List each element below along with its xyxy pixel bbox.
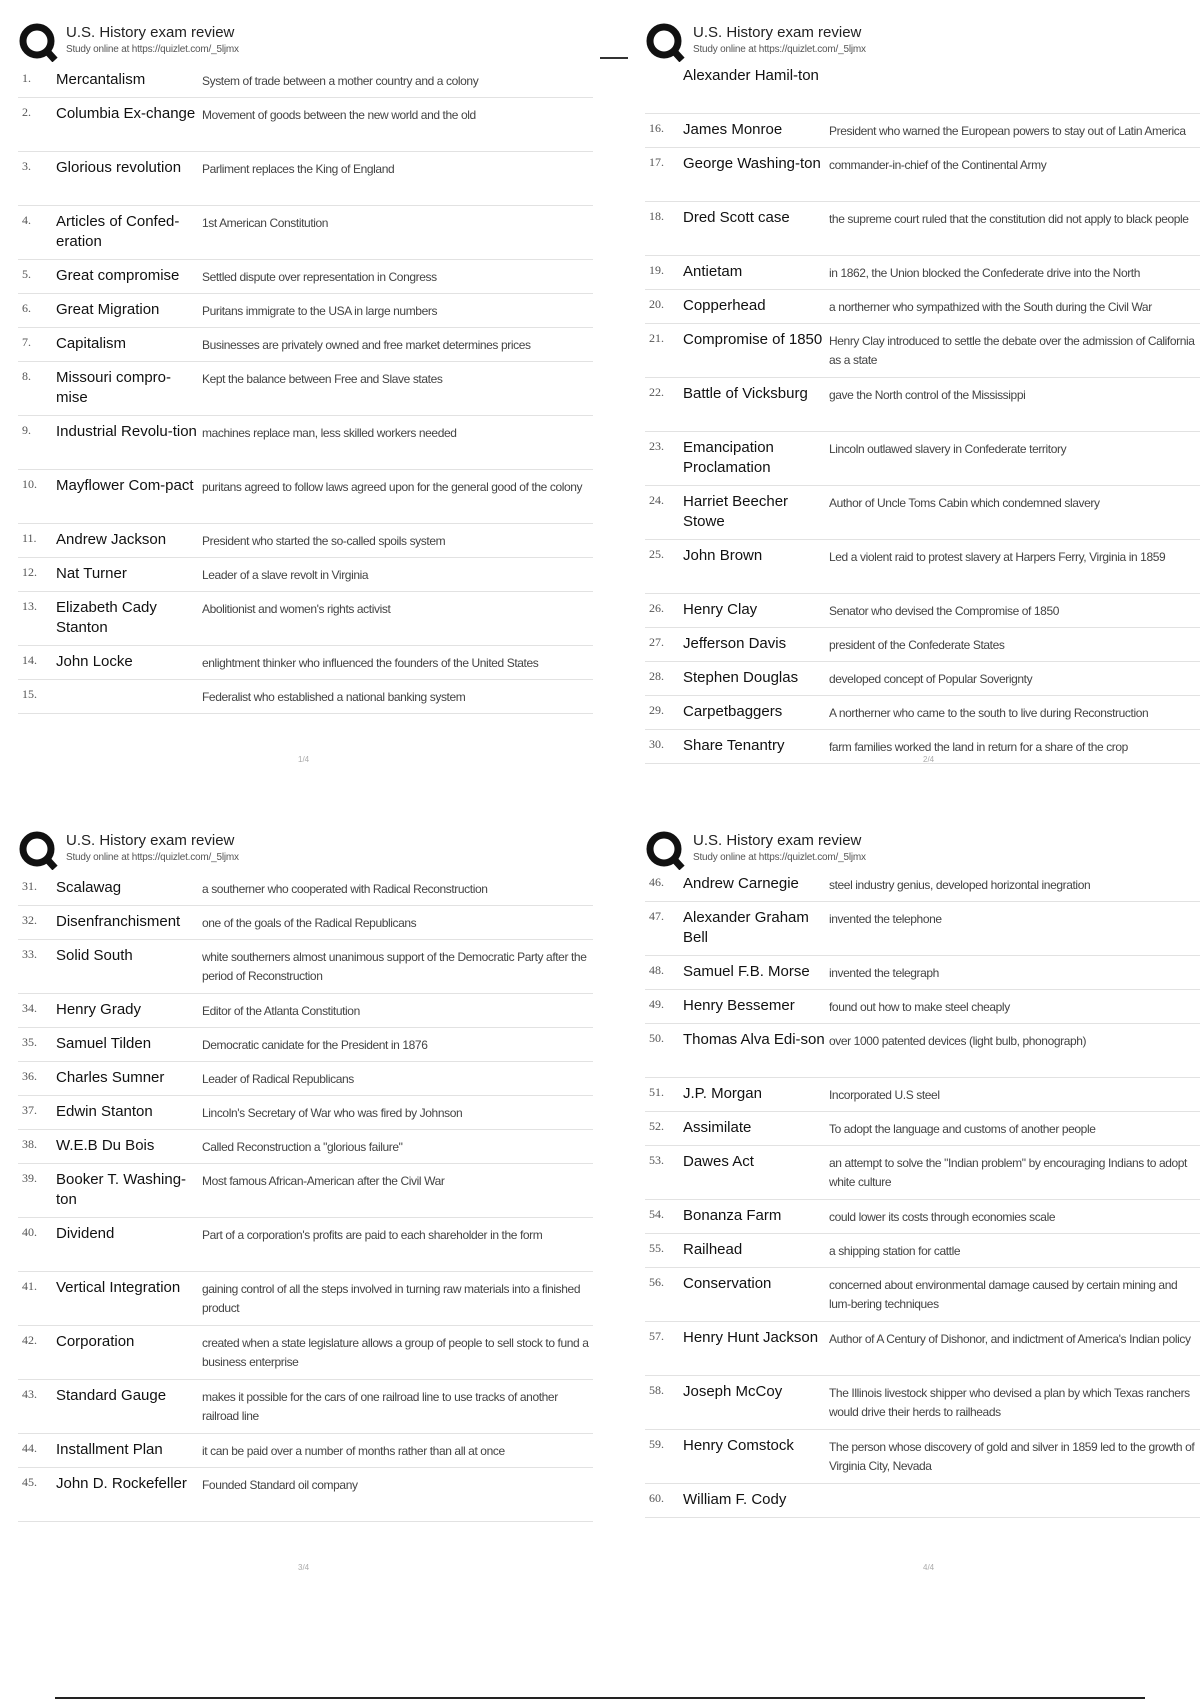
card-definition: Called Reconstruction a "glorious failure" <box>202 1140 403 1154</box>
card-term: Henry Grady <box>56 1001 142 1018</box>
card-term: Vertical Integration <box>56 1279 181 1296</box>
card-number: 29. <box>649 703 664 717</box>
card-definition: the supreme court ruled that the constitution did not apply to black people <box>829 212 1189 226</box>
card-definition: Democratic canidate for the President in 1876 <box>202 1038 428 1052</box>
page-header <box>645 20 1200 64</box>
page-title: U.S. History exam review <box>693 24 862 41</box>
card-definition: Kept the balance between Free and Slave states <box>202 372 443 386</box>
card-term: Disenfranchisment <box>56 913 181 930</box>
card-number: 41. <box>22 1279 37 1293</box>
flashcard-row <box>645 60 1200 114</box>
card-definition: puritans agreed to follow laws agreed upon for the general good of the colony <box>202 480 583 494</box>
card-number: 17. <box>649 155 664 169</box>
card-number: 54. <box>649 1207 664 1221</box>
quizlet-logo-icon <box>645 22 685 62</box>
page-header <box>645 828 1200 872</box>
flashcard-row <box>18 1130 593 1164</box>
card-number: 50. <box>649 1031 664 1045</box>
card-number: 40. <box>22 1225 37 1239</box>
card-definition: Henry Clay introduced to settle the debate over the admission of California as a state <box>829 334 1195 367</box>
card-number: 34. <box>22 1001 37 1015</box>
card-term: Great Migration <box>56 301 160 318</box>
card-number: 51. <box>649 1085 664 1099</box>
card-term: Dred Scott case <box>683 209 790 226</box>
card-number: 5. <box>22 267 31 281</box>
card-term: Scalawag <box>56 879 122 896</box>
card-definition: enlightment thinker who influenced the founders of the United States <box>202 656 539 670</box>
bottom-rule <box>55 1697 1145 1699</box>
card-term: Samuel Tilden <box>56 1035 152 1052</box>
flashcard-row <box>645 662 1200 696</box>
flashcard-row <box>645 1484 1200 1518</box>
document-page-4 <box>645 828 1200 1608</box>
card-definition: Movement of goods between the new world and the old <box>202 108 476 122</box>
flashcard-list <box>645 60 1200 764</box>
card-term: Assimilate <box>683 1119 752 1136</box>
flashcard-row <box>18 64 593 98</box>
quizlet-logo-icon <box>18 22 58 62</box>
card-definition: Abolitionist and women's rights activist <box>202 602 391 616</box>
flashcard-list <box>645 868 1200 1518</box>
card-number: 46. <box>649 875 664 889</box>
card-number: 14. <box>22 653 37 667</box>
card-number: 53. <box>649 1153 664 1167</box>
flashcard-row <box>18 1380 593 1434</box>
card-number: 24. <box>649 493 664 507</box>
card-term: J.P. Morgan <box>683 1085 762 1102</box>
card-number: 43. <box>22 1387 37 1401</box>
card-number: 55. <box>649 1241 664 1255</box>
card-definition: To adopt the language and customs of another people <box>829 1122 1096 1136</box>
flashcard-row <box>18 940 593 994</box>
flashcard-row <box>645 1112 1200 1146</box>
document-page-2 <box>645 20 1200 780</box>
card-term: Industrial Revolu-tion <box>56 423 197 440</box>
card-number: 6. <box>22 301 31 315</box>
card-term: W.E.B Du Bois <box>56 1137 155 1154</box>
card-definition: Puritans immigrate to the USA in large numbers <box>202 304 438 318</box>
card-number: 31. <box>22 879 37 893</box>
card-term: Booker T. Washing-ton <box>56 1171 187 1208</box>
card-number: 3. <box>22 159 31 173</box>
card-term: Antietam <box>683 263 743 280</box>
card-term: John D. Rockefeller <box>56 1475 187 1492</box>
separator-dash <box>600 57 628 59</box>
card-number: 4. <box>22 213 31 227</box>
flashcard-row <box>18 1164 593 1218</box>
card-term: Charles Sumner <box>56 1069 165 1086</box>
card-number: 36. <box>22 1069 37 1083</box>
card-term: Great compromise <box>56 267 180 284</box>
card-definition: Founded Standard oil company <box>202 1478 358 1492</box>
card-definition: Author of A Century of Dishonor, and indictment of America's Indian policy <box>829 1332 1191 1346</box>
flashcard-row <box>645 1024 1200 1078</box>
card-number: 45. <box>22 1475 37 1489</box>
card-number: 37. <box>22 1103 37 1117</box>
card-number: 44. <box>22 1441 37 1455</box>
card-term: Nat Turner <box>56 565 127 582</box>
flashcard-row <box>645 1268 1200 1322</box>
card-definition: commander-in-chief of the Continental Army <box>829 158 1047 172</box>
study-link[interactable]: Study online at https://quizlet.com/_5ljmx <box>66 44 239 55</box>
card-definition: Most famous African-American after the Civil War <box>202 1174 445 1188</box>
card-definition: Editor of the Atlanta Constitution <box>202 1004 360 1018</box>
card-number: 28. <box>649 669 664 683</box>
flashcard-row <box>18 1468 593 1522</box>
flashcard-row <box>18 592 593 646</box>
flashcard-row <box>18 470 593 524</box>
card-number: 11. <box>22 531 37 545</box>
document-page-1 <box>18 20 593 780</box>
card-term: Henry Bessemer <box>683 997 795 1014</box>
flashcard-row <box>645 1376 1200 1430</box>
card-definition: Settled dispute over representation in Congress <box>202 270 437 284</box>
card-definition: in 1862, the Union blocked the Confederate drive into the North <box>829 266 1141 280</box>
card-term: Missouri compro-mise <box>56 369 172 406</box>
card-definition: one of the goals of the Radical Republicans <box>202 916 417 930</box>
page-header <box>18 20 593 64</box>
card-number: 13. <box>22 599 37 613</box>
flashcard-row <box>645 1234 1200 1268</box>
card-number: 16. <box>649 121 664 135</box>
card-term: Columbia Ex-change <box>56 105 196 122</box>
flashcard-row <box>645 378 1200 432</box>
card-term: Edwin Stanton <box>56 1103 153 1120</box>
page-number: 4/4 <box>923 1563 935 1572</box>
flashcard-row <box>645 902 1200 956</box>
card-term: Henry Hunt Jackson <box>683 1329 819 1346</box>
card-number: 10. <box>22 477 37 491</box>
card-definition: a shipping station for cattle <box>829 1244 961 1258</box>
card-number: 38. <box>22 1137 37 1151</box>
card-definition: Part of a corporation's profits are paid to each shareholder in the form <box>202 1228 543 1242</box>
flashcard-row <box>18 206 593 260</box>
card-number: 48. <box>649 963 664 977</box>
card-term: Conservation <box>683 1275 772 1292</box>
flashcard-row <box>18 1062 593 1096</box>
card-number: 12. <box>22 565 37 579</box>
card-definition: 1st American Constitution <box>202 216 329 230</box>
card-number: 56. <box>649 1275 664 1289</box>
card-term: Henry Comstock <box>683 1437 794 1454</box>
flashcard-row <box>18 994 593 1028</box>
page-title: U.S. History exam review <box>66 832 235 849</box>
flashcard-row <box>18 1096 593 1130</box>
flashcard-row <box>18 98 593 152</box>
card-term: Carpetbaggers <box>683 703 783 720</box>
flashcard-row <box>645 1200 1200 1234</box>
flashcard-list <box>18 64 593 714</box>
card-definition: System of trade between a mother country and a colony <box>202 74 479 88</box>
card-number: 22. <box>649 385 664 399</box>
card-definition: Led a violent raid to protest slavery at Harpers Ferry, Virginia in 1859 <box>829 550 1166 564</box>
card-definition: Lincoln's Secretary of War who was fired by Johnson <box>202 1106 463 1120</box>
card-term: Dawes Act <box>683 1153 754 1170</box>
card-number: 58. <box>649 1383 664 1397</box>
card-number: 8. <box>22 369 31 383</box>
card-number: 23. <box>649 439 664 453</box>
flashcard-row <box>18 524 593 558</box>
card-definition: Incorporated U.S steel <box>829 1088 940 1102</box>
card-definition: developed concept of Popular Soverignty <box>829 672 1033 686</box>
card-term: Emancipation Proclamation <box>683 439 774 476</box>
card-definition: steel industry genius, developed horizontal inegration <box>829 878 1091 892</box>
flashcard-row <box>645 114 1200 148</box>
card-number: 9. <box>22 423 31 437</box>
card-definition: A northerner who came to the south to live during Reconstruction <box>829 706 1149 720</box>
card-number: 33. <box>22 947 37 961</box>
card-number: 60. <box>649 1491 664 1505</box>
card-definition: Businesses are privately owned and free market determines prices <box>202 338 531 352</box>
flashcard-row <box>18 362 593 416</box>
page-number: 1/4 <box>298 755 310 764</box>
card-term: Samuel F.B. Morse <box>683 963 810 980</box>
card-number: 7. <box>22 335 31 349</box>
card-term: Share Tenantry <box>683 737 785 754</box>
card-term: John Locke <box>56 653 133 670</box>
flashcard-row <box>18 416 593 470</box>
flashcard-row <box>645 1322 1200 1376</box>
study-link[interactable]: Study online at https://quizlet.com/_5ljmx <box>693 44 866 55</box>
card-term: Capitalism <box>56 335 127 352</box>
flashcard-row <box>18 906 593 940</box>
card-number: 57. <box>649 1329 664 1343</box>
card-number: 47. <box>649 909 664 923</box>
card-definition: could lower its costs through economies scale <box>829 1210 1056 1224</box>
card-definition: Senator who devised the Compromise of 1850 <box>829 604 1060 618</box>
card-definition: Leader of Radical Republicans <box>202 1072 354 1086</box>
flashcard-list <box>18 872 593 1522</box>
flashcard-row <box>645 486 1200 540</box>
card-definition: president of the Confederate States <box>829 638 1005 652</box>
card-definition: President who started the so-called spoils system <box>202 534 446 548</box>
card-term: Jefferson Davis <box>683 635 787 652</box>
flashcard-row <box>645 868 1200 902</box>
flashcard-row <box>18 1218 593 1272</box>
flashcard-row <box>18 260 593 294</box>
card-number: 32. <box>22 913 37 927</box>
card-definition: an attempt to solve the "Indian problem" by encouraging Indians to adopt white culture <box>829 1156 1187 1189</box>
card-definition: concerned about environmental damage caused by certain mining and lum-bering techniques <box>829 1278 1178 1311</box>
card-term: Railhead <box>683 1241 743 1258</box>
flashcard-row <box>645 324 1200 378</box>
card-term: Alexander Hamil-ton <box>683 67 819 84</box>
flashcard-row <box>645 1078 1200 1112</box>
flashcard-row <box>18 328 593 362</box>
card-term: Henry Clay <box>683 601 758 618</box>
card-number: 19. <box>649 263 664 277</box>
page-number: 2/4 <box>923 755 935 764</box>
card-term: Mayflower Com-pact <box>56 477 194 494</box>
card-definition: Parliment replaces the King of England <box>202 162 395 176</box>
card-term: Solid South <box>56 947 133 964</box>
card-number: 59. <box>649 1437 664 1451</box>
card-term: Elizabeth Cady Stanton <box>56 599 157 636</box>
flashcard-row <box>18 294 593 328</box>
flashcard-row <box>18 646 593 680</box>
card-definition: invented the telegraph <box>829 966 939 980</box>
study-link[interactable]: Study online at https://quizlet.com/_5ljmx <box>693 852 866 863</box>
flashcard-row <box>645 696 1200 730</box>
flashcard-row <box>645 594 1200 628</box>
flashcard-row <box>18 1028 593 1062</box>
flashcard-row <box>18 1326 593 1380</box>
card-definition: Author of Uncle Toms Cabin which condemned slavery <box>829 496 1100 510</box>
page-title: U.S. History exam review <box>66 24 235 41</box>
card-term: Articles of Confed-eration <box>56 213 180 250</box>
card-number: 49. <box>649 997 664 1011</box>
card-term: Andrew Carnegie <box>683 875 799 892</box>
card-definition: farm families worked the land in return for a share of the crop <box>829 740 1128 754</box>
card-term: George Washing-ton <box>683 155 821 172</box>
flashcard-row <box>645 202 1200 256</box>
card-definition: a northerner who sympathized with the South during the Civil War <box>829 300 1152 314</box>
card-definition: gaining control of all the steps involved in turning raw materials into a finished product <box>202 1282 581 1315</box>
card-term: Battle of Vicksburg <box>683 385 808 402</box>
flashcard-row <box>645 1146 1200 1200</box>
flashcard-row <box>18 1434 593 1468</box>
flashcard-row <box>645 148 1200 202</box>
card-definition: over 1000 patented devices (light bulb, phonograph) <box>829 1034 1087 1048</box>
card-definition: invented the telephone <box>829 912 942 926</box>
card-term: Installment Plan <box>56 1441 163 1458</box>
quizlet-logo-icon <box>645 830 685 870</box>
flashcard-row <box>645 256 1200 290</box>
flashcard-row <box>645 290 1200 324</box>
card-definition: President who warned the European powers to stay out of Latin America <box>829 124 1186 138</box>
card-number: 25. <box>649 547 664 561</box>
flashcard-row <box>18 680 593 714</box>
card-definition: gave the North control of the Mississippi <box>829 388 1026 402</box>
card-definition: makes it possible for the cars of one railroad line to use tracks of another railroad line <box>202 1390 558 1423</box>
card-term: Corporation <box>56 1333 135 1350</box>
flashcard-row <box>18 152 593 206</box>
document-page-3 <box>18 828 593 1608</box>
card-definition: found out how to make steel cheaply <box>829 1000 1010 1014</box>
card-term: Andrew Jackson <box>56 531 167 548</box>
card-number: 20. <box>649 297 664 311</box>
card-number: 1. <box>22 71 31 85</box>
card-definition: machines replace man, less skilled workers needed <box>202 426 457 440</box>
card-number: 2. <box>22 105 31 119</box>
flashcard-row <box>18 558 593 592</box>
study-link[interactable]: Study online at https://quizlet.com/_5ljmx <box>66 852 239 863</box>
card-term: Copperhead <box>683 297 766 314</box>
card-definition: The Illinois livestock shipper who devised a plan by which Texas ranchers would drive their herds to railheads <box>829 1386 1190 1419</box>
flashcard-row <box>645 956 1200 990</box>
card-term: Stephen Douglas <box>683 669 799 686</box>
card-definition: a southerner who cooperated with Radical Reconstruction <box>202 882 488 896</box>
card-number: 35. <box>22 1035 37 1049</box>
card-number: 42. <box>22 1333 37 1347</box>
card-term: William F. Cody <box>683 1491 787 1508</box>
flashcard-row <box>645 540 1200 594</box>
card-number: 30. <box>649 737 664 751</box>
flashcard-row <box>18 872 593 906</box>
flashcard-row <box>645 1430 1200 1484</box>
card-term: Dividend <box>56 1225 115 1242</box>
page-title: U.S. History exam review <box>693 832 862 849</box>
card-definition: created when a state legislature allows a group of people to sell stock to fund a business enterprise <box>202 1336 589 1369</box>
card-term: Mercantalism <box>56 71 146 88</box>
card-definition: white southerners almost unanimous support of the Democratic Party after the period of Reconstruction <box>202 950 587 983</box>
flashcard-row <box>645 432 1200 486</box>
card-term: Thomas Alva Edi-son <box>683 1031 825 1048</box>
card-term: Alexander Graham Bell <box>683 909 809 946</box>
card-term: James Monroe <box>683 121 783 138</box>
card-definition: Leader of a slave revolt in Virginia <box>202 568 369 582</box>
card-definition: The person whose discovery of gold and silver in 1859 led to the growth of Virginia City, Nevada <box>829 1440 1195 1473</box>
card-number: 18. <box>649 209 664 223</box>
page-header <box>18 828 593 872</box>
flashcard-row <box>645 990 1200 1024</box>
flashcard-row <box>645 628 1200 662</box>
card-term: Joseph McCoy <box>683 1383 783 1400</box>
card-term: Standard Gauge <box>56 1387 167 1404</box>
card-definition: Lincoln outlawed slavery in Confederate territory <box>829 442 1067 456</box>
quizlet-logo-icon <box>18 830 58 870</box>
card-term: John Brown <box>683 547 763 564</box>
card-term: Bonanza Farm <box>683 1207 782 1224</box>
card-number: 26. <box>649 601 664 615</box>
card-number: 15. <box>22 687 37 701</box>
card-number: 27. <box>649 635 664 649</box>
card-term: Harriet Beecher Stowe <box>683 493 789 530</box>
page-number: 3/4 <box>298 1563 310 1572</box>
card-number: 52. <box>649 1119 664 1133</box>
card-term: Glorious revolution <box>56 159 182 176</box>
card-term: Compromise of 1850 <box>683 331 823 348</box>
flashcard-row <box>18 1272 593 1326</box>
card-definition: Federalist who established a national banking system <box>202 690 466 704</box>
card-definition: it can be paid over a number of months rather than all at once <box>202 1444 505 1458</box>
card-number: 21. <box>649 331 664 345</box>
card-number: 39. <box>22 1171 37 1185</box>
